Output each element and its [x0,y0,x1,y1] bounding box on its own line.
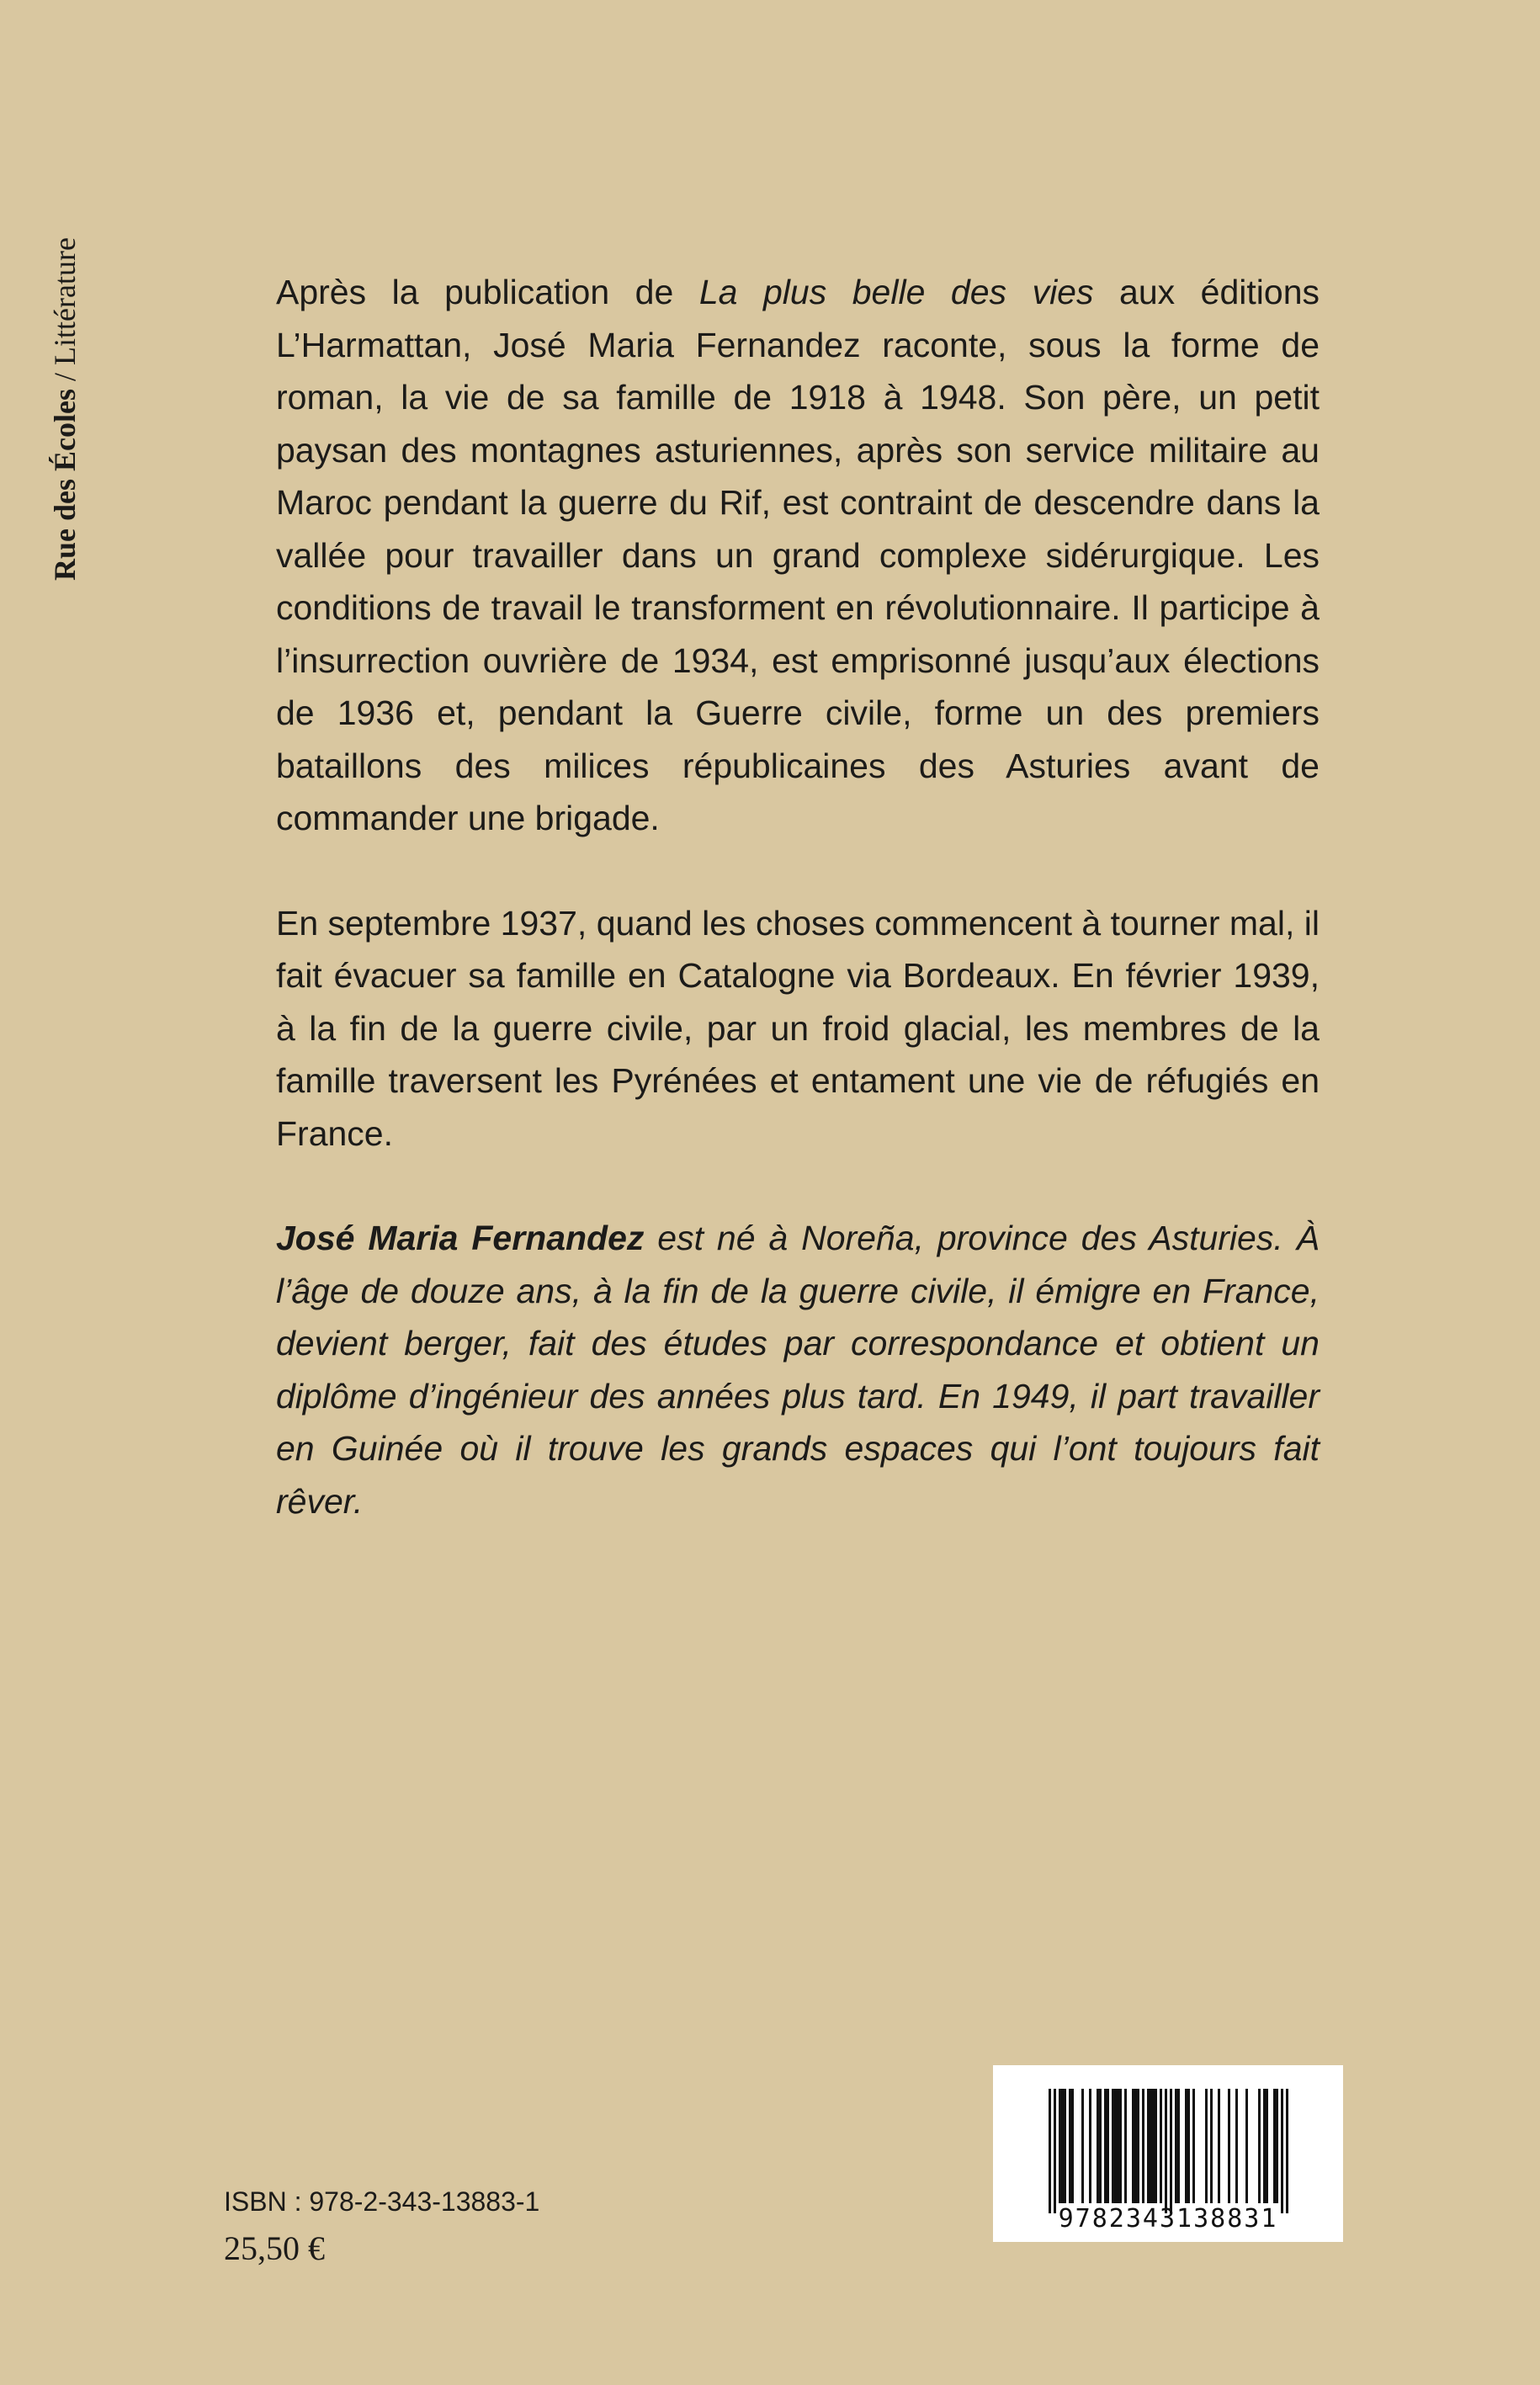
barcode-bar [1142,2089,1144,2203]
barcode-bar [1266,2089,1268,2203]
barcode-bar [1192,2089,1195,2203]
barcode-bar [1245,2089,1248,2203]
barcode-bar [1218,2089,1220,2203]
barcode-bar [1134,2089,1137,2203]
barcode-bar [1286,2089,1288,2213]
barcode-bar [1119,2089,1122,2203]
barcode-bar [1175,2089,1177,2203]
synopsis-intro: Après la publication de [276,273,699,311]
barcode-bar [1132,2089,1134,2203]
book-title-reference: La plus belle des vies [698,273,1094,311]
barcode-bar [1281,2089,1283,2213]
barcode-bar [1150,2089,1152,2203]
barcode-bar [1104,2089,1107,2203]
barcode-bar [1170,2089,1172,2213]
barcode-bar [1273,2089,1276,2203]
barcode-bar [1210,2089,1213,2203]
barcode-bar [1155,2089,1157,2203]
barcode-bar [1061,2089,1064,2203]
barcode-bar [1089,2089,1091,2203]
barcode-bar [1160,2089,1162,2203]
spine-label [47,237,82,581]
back-cover-text [276,266,1320,1527]
barcode-bar [1054,2089,1056,2213]
barcode-bar [1097,2089,1099,2203]
author-bio [276,1212,1320,1527]
barcode-bar [1263,2089,1266,2203]
barcode-bar [1124,2089,1127,2203]
barcode-bar [1064,2089,1066,2203]
barcode-bar [1114,2089,1117,2203]
series-name: Rue des Écoles [48,389,82,581]
barcode-bar [1081,2089,1084,2203]
barcode-bar [1107,2089,1109,2203]
author-name: José Maria Fernandez [276,1219,645,1257]
barcode-bar [1049,2089,1051,2213]
barcode-bar [1071,2089,1074,2203]
barcode-bar [1099,2089,1102,2203]
barcode-bar [1137,2089,1139,2203]
barcode-digits: 9782343138831 [1058,2204,1278,2234]
barcode-bar [1228,2089,1230,2203]
barcode-bar [1177,2089,1180,2203]
barcode-bar [1235,2089,1238,2203]
barcode-bar [1165,2089,1167,2213]
barcode-bar [1147,2089,1150,2203]
synopsis-paragraph-2: En septembre 1937, quand les choses commencent à tourner mal, il fait évacuer sa famille en Catalogne via Bordeaux. En février 1939, à la fin de la guerre civile, par un froid glacial, les membres de la famille traversent les Pyrénées et entament une vie de réfugiés en France. [276,903,1320,1153]
genre-name: Littérature [48,237,82,365]
barcode-bar [1069,2089,1071,2203]
barcode-bar [1276,2089,1278,2203]
synopsis-body: aux éditions L’Harmattan, José Maria Fernandez raconte, sous la forme de roman, la vie de sa famille de 1918 à 1948. Son père, un petit paysan des montagnes asturiennes, après son service militaire au Maroc pendant la guerre du Rif, est contraint de descendre dans la vallée pour travailler dans un grand complexe sidérurgique. Les conditions de travail le transforment en révolutionnaire. Il participe à l’insurrection ouvrière de 1934, est emprisonné jusqu’aux élections de 1936 et, pendant la Guerre civile, forme un des premiers bataillons des milices républicaines des Asturies avant de commander une brigade. [276,273,1320,837]
author-bio-text: est né à Noreña, province des Asturies. À l’âge de douze ans, à la fin de la guerre civile, il émigre en France, devient berger, fait des études par correspondance et obtient un diplôme d’ingénieur des années plus tard. En 1949, il part travailler en Guinée où il trouve les grands espaces qui l’ont toujours fait rêver. [276,1219,1320,1521]
isbn: ISBN : 978-2-343-13883-1 [224,2186,540,2217]
barcode-bar [1112,2089,1114,2203]
barcode [993,2065,1343,2242]
barcode-bar [1187,2089,1190,2203]
barcode-bar [1185,2089,1187,2203]
barcode-bar [1059,2089,1061,2203]
barcode-bar [1152,2089,1155,2203]
barcode-bar [1205,2089,1208,2203]
synopsis-paragraph-1 [276,266,1320,845]
price: 25,50 € [224,2229,325,2267]
spine-separator: / [48,364,82,389]
barcode-bar [1258,2089,1261,2203]
barcode-bar [1117,2089,1119,2203]
